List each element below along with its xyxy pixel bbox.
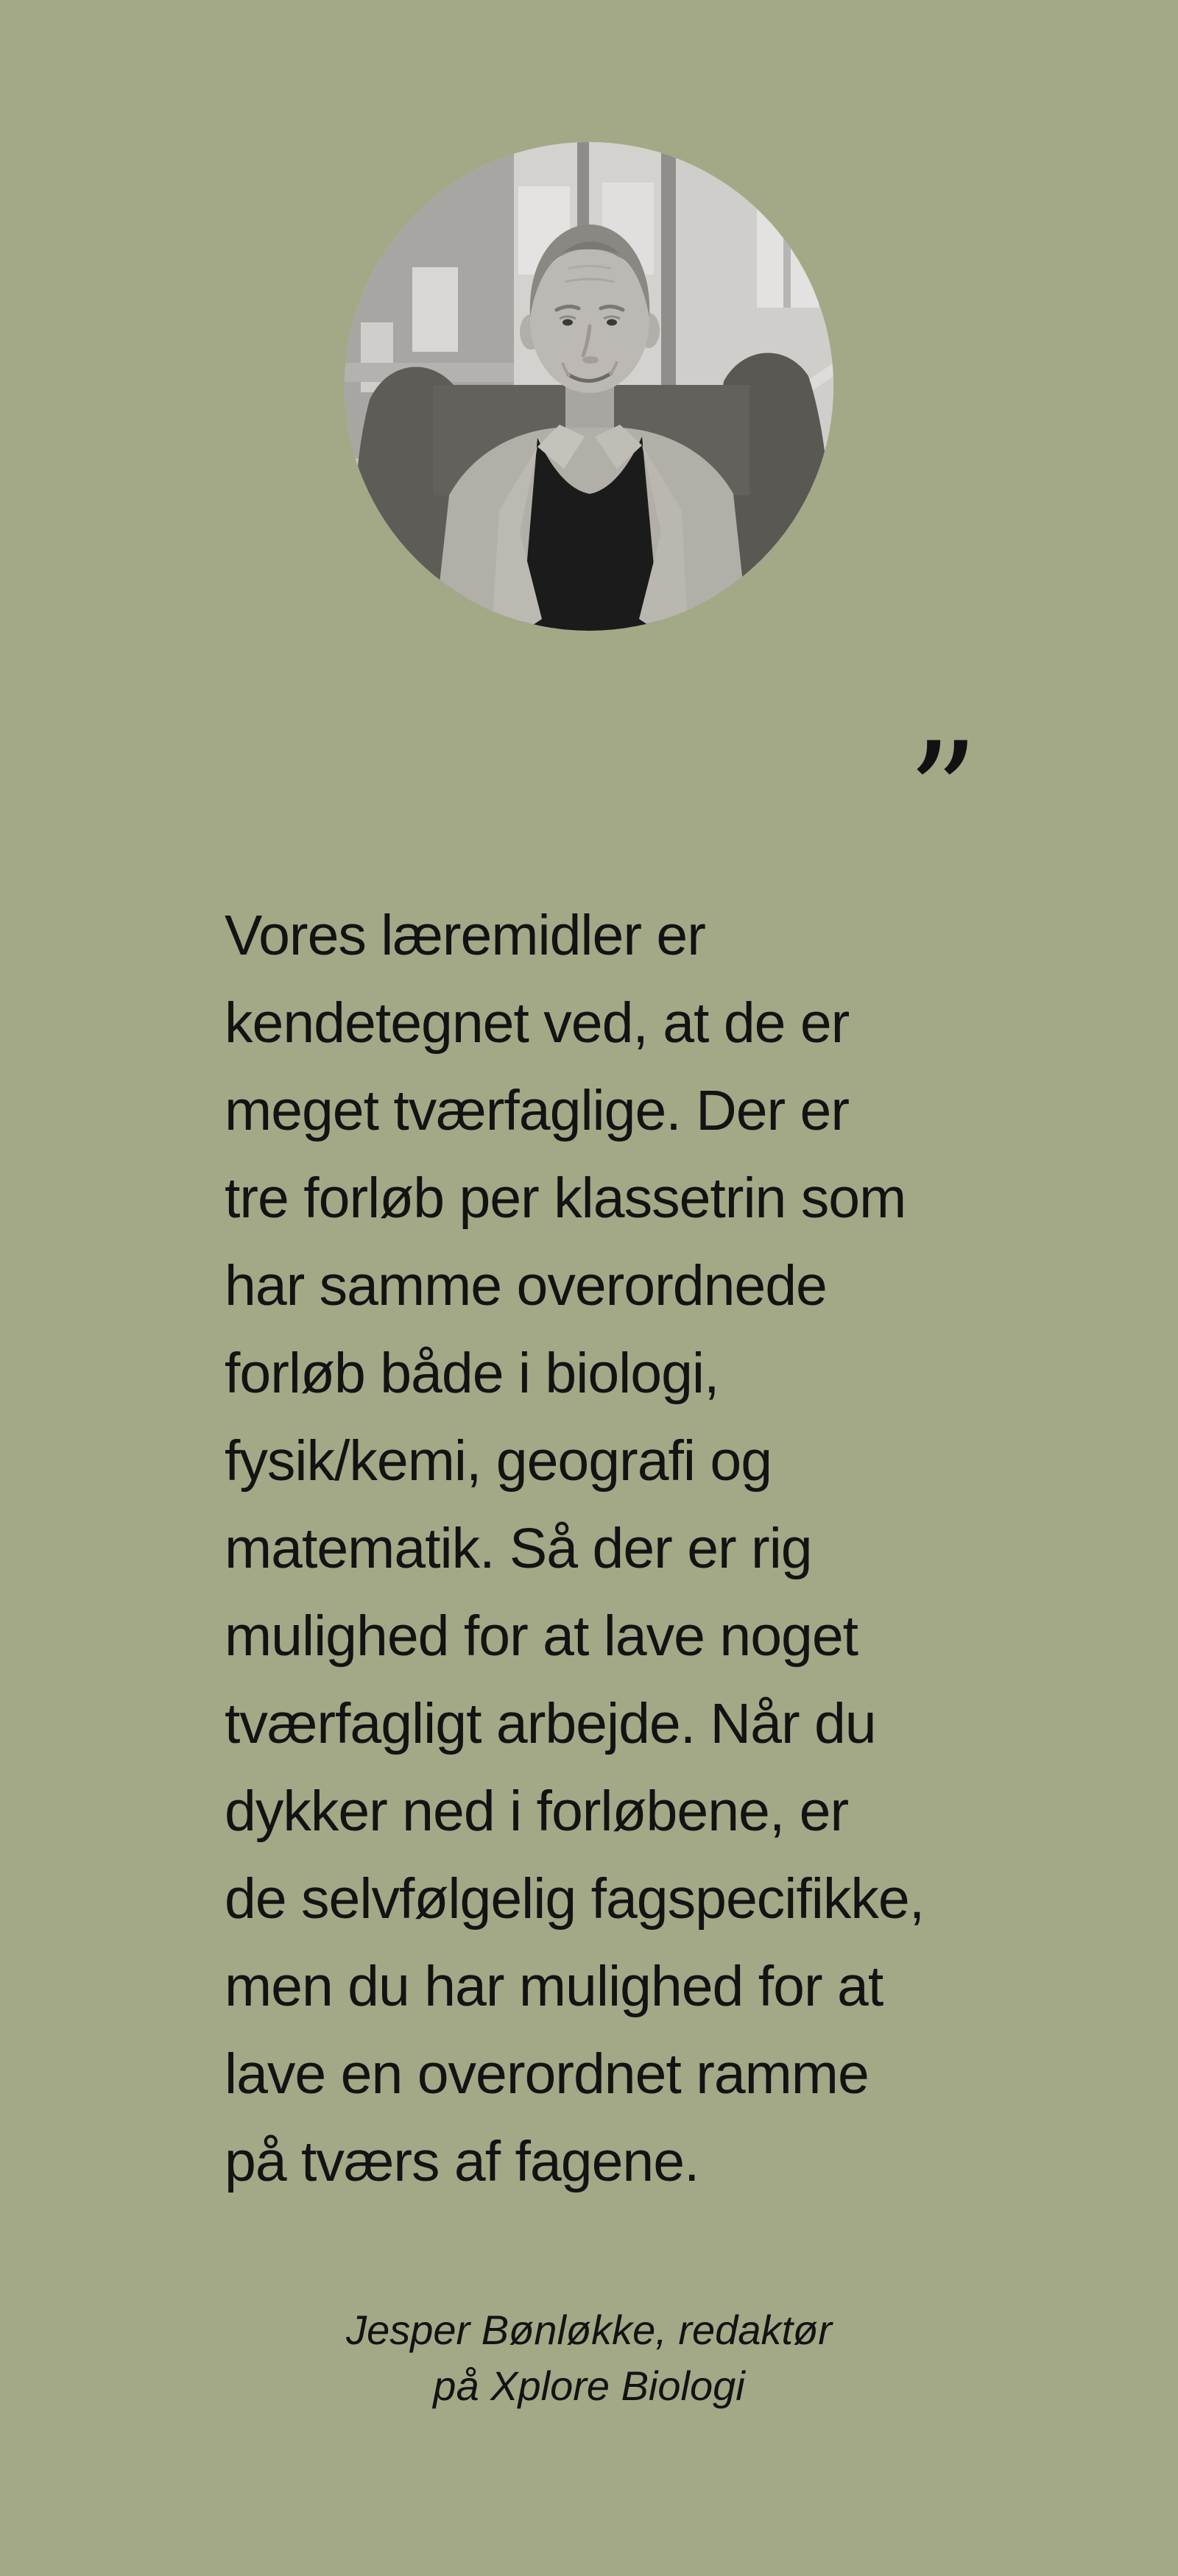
quote-line: har samme overordnede xyxy=(225,1254,827,1317)
attribution-organisation: på Xplore Biologi xyxy=(433,2363,745,2409)
portrait-photo xyxy=(345,142,833,631)
quote-line: på tværs af fagene. xyxy=(225,2130,699,2193)
quote-line: Vores læremidler er xyxy=(225,904,705,967)
quote-line: lave en overordnet ramme xyxy=(225,2042,869,2106)
attribution xyxy=(0,2302,1178,2414)
portrait-illustration xyxy=(345,142,833,631)
quote-line: matematik. Så der er rig xyxy=(225,1517,812,1580)
quote-line: mulighed for at lave noget xyxy=(225,1604,858,1668)
attribution-name-role: Jesper Bønløkke, redaktør xyxy=(346,2307,832,2353)
quote-line: tværfagligt arbejde. Når du xyxy=(225,1692,876,1755)
quote-line: meget tværfaglige. Der er xyxy=(225,1079,850,1142)
quote-line: kendetegnet ved, at de er xyxy=(225,991,850,1055)
quote-line: forløb både i biologi, xyxy=(225,1342,719,1405)
quote-line: dykker ned i forløbene, er xyxy=(225,1780,849,1843)
closing-quote-mark: ” xyxy=(907,712,979,875)
quote-line: de selvfølgelig fagspecifikke, xyxy=(225,1867,925,1931)
quote-text xyxy=(225,892,1034,2206)
quote-line: men du har mulighed for at xyxy=(225,1955,884,2018)
quote-line: fysik/kemi, geografi og xyxy=(225,1429,772,1493)
quote-line: tre forløb per klassetrin som xyxy=(225,1167,906,1230)
